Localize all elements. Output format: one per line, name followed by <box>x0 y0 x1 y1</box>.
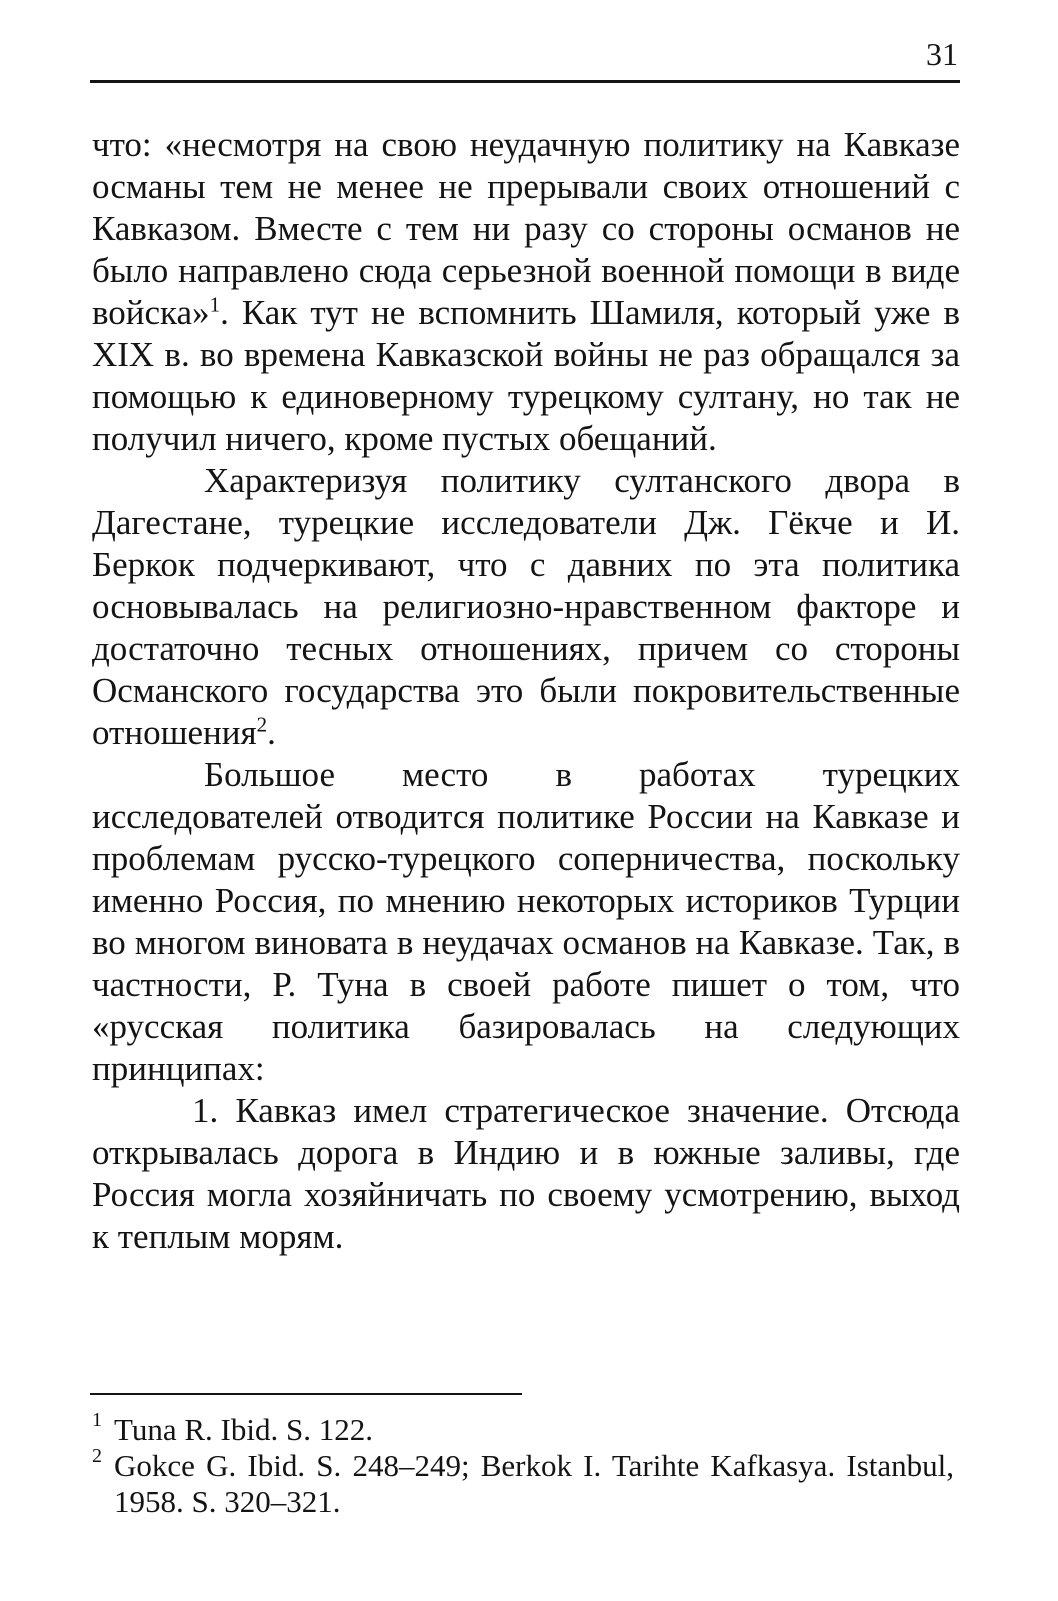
paragraph-1-text-a: что: «несмотря на свою неудачную политику на Кавказе османы тем не менее не прерывали своих отношений с Кавказом. Вместе с тем ни разу со стороны османов не было направлено сюда серьезной военной помощи в виде войска» <box>92 125 960 332</box>
footnotes <box>92 1409 954 1520</box>
footnote-2-text: Gokce G. Ibid. S. 248–249; Berkok I. Tarihte Kafkasya. Istanbul, 1958. S. 320–321. <box>114 1448 954 1519</box>
footnote-ref-1: 1 <box>209 292 221 317</box>
paragraph-2 <box>92 460 960 754</box>
paragraph-3: Большое место в работах турецких исследователей отводится политике России на Кавказе и проблемам русско-турецкого соперничества, поскольку именно Россия, по мнению некоторых историков Турции во многом виновата в неудачах османов на Кавказе. Так, в частности, Р. Туна в своей работе пишет о том, что «русская политика базировалась на следующих принципах: <box>92 755 960 1088</box>
footnote-1-mark: 1 <box>92 1409 102 1431</box>
paragraph-2-text-b: . <box>267 713 276 752</box>
footnote-1 <box>92 1409 954 1448</box>
footnote-1-text: Tuna R. Ibid. S. 122. <box>114 1412 373 1447</box>
footnote-rule <box>90 1393 522 1395</box>
footnote-ref-2: 2 <box>256 712 268 737</box>
footnote-2 <box>92 1445 954 1520</box>
paragraph-1-text-b: . Как тут не вспомнить Шамиля, который уже в XIX в. во времена Кавказской войны не раз обращался за помощью к единоверному турецкому султану, но так не получил ничего, кроме пустых обещаний. <box>92 293 960 458</box>
paragraph-1 <box>92 124 960 460</box>
footnote-2-mark: 2 <box>92 1445 102 1467</box>
main-text <box>92 124 960 1258</box>
list-item-1: 1. Кавказ имел стратегическое значение. Отсюда открывалась дорога в Индию и в южные заливы, где Россия могла хозяйничать по своему усмотрению, выход к теплым морям. <box>92 1091 960 1256</box>
page-number: 31 <box>926 36 958 72</box>
paragraph-2-text-a: Характеризуя политику султанского двора в Дагестане, турецкие исследователи Дж. Гёкче и И. Беркок подчеркивают, что с давних по эта политика основывалась на религиозно-нравственном факторе и достаточно тесных отношениях, причем со стороны Османского государства это были покровительственные отношения <box>92 461 960 752</box>
header-rule <box>90 80 960 83</box>
